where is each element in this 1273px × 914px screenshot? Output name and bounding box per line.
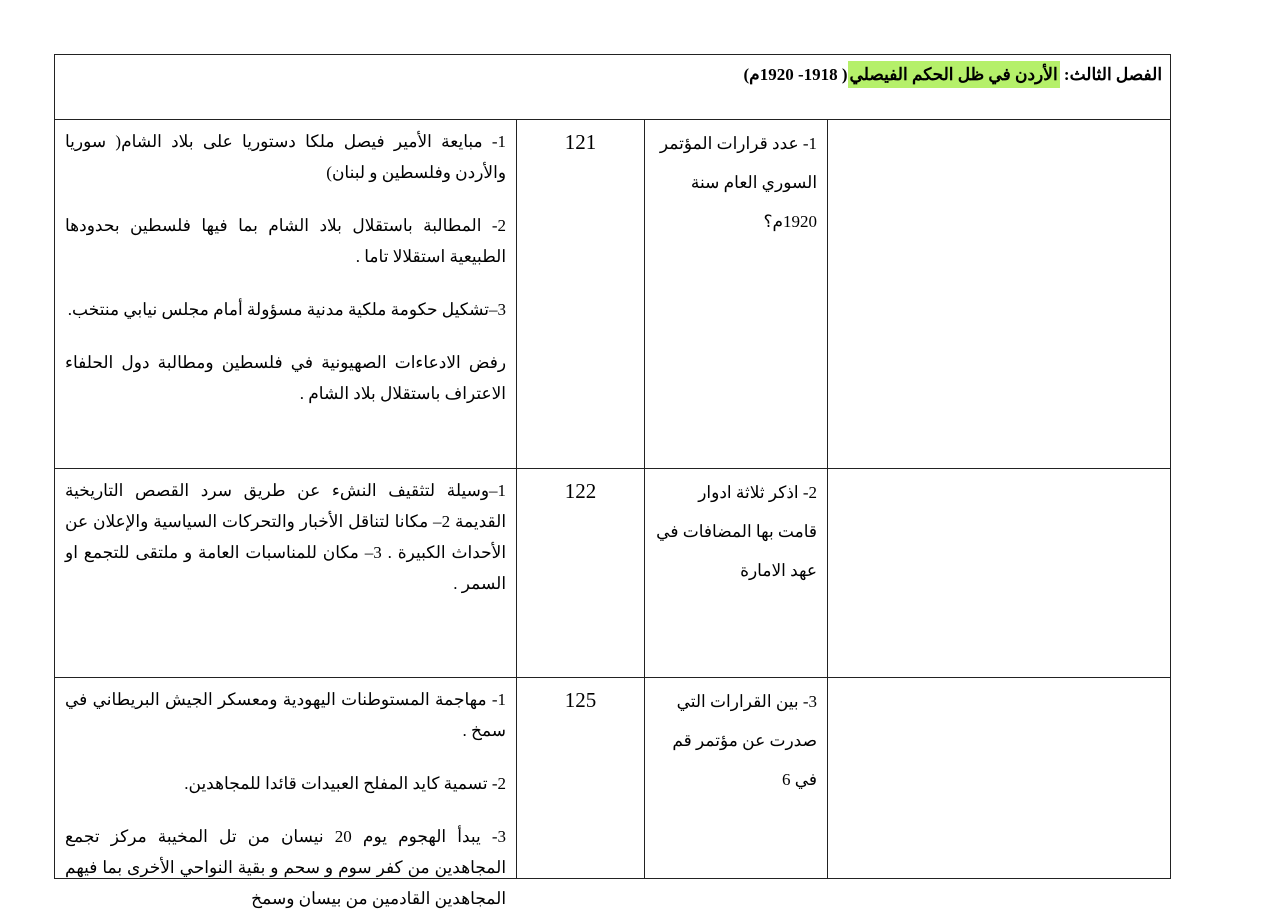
answer-cell [55,469,517,678]
answer-item: 2- المطالبة باستقلال بلاد الشام بما فيها فلسطين بحدودها الطبيعية استقلالا تاما . [65,216,507,266]
empty-cell [828,469,1171,678]
page-number: 121 [517,120,645,469]
answer-item: 3- يبدأ الهجوم يوم 20 نيسان من تل المخيبة مركز تجمع المجاهدين من كفر سوم و سحم و بقية النواحي الأخرى بما فيهم المجاهدين القادمين من بيسان وسمخ [65,827,507,908]
table-row [55,678,1171,879]
page-number: 122 [517,469,645,678]
chapter-prefix: الفصل الثالث: [1059,65,1163,84]
chapter-years: ( 1918- 1920م) [743,65,848,84]
answer-item: 1- مبايعة الأمير فيصل ملكا دستوريا على بلاد الشام( سوريا والأردن وفلسطين و لبنان) [65,132,507,182]
answer-cell [55,120,517,469]
answer-item: 1–وسيلة لتثقيف النشء عن طريق سرد القصص التاريخية القديمة 2– مكانا لتناقل الأخبار والتحركات السياسية والإعلان عن الأحداث الكبيرة . 3– مكان للمناسبات العامة و ملتقى للتجمع او السمر . [65,481,507,593]
answer-item: رفض الادعاءات الصهيونية في فلسطين ومطالبة دول الحلفاء الاعتراف باستقلال بلاد الشام . [65,353,507,403]
chapter-title [55,55,1171,120]
table-row [55,469,1171,678]
table-row [55,120,1171,469]
question-cell: 1- عدد قرارات المؤتمر السوري العام سنة 1920م؟ [645,120,828,469]
answer-item: 2- تسمية كايد المفلح العبيدات قائدا للمجاهدين. [184,774,507,793]
answer-item: 3–تشكيل حكومة ملكية مدنية مسؤولة أمام مجلس نيابي منتخب. [67,300,507,319]
chapter-highlight: الأردن في ظل الحكم الفيصلي [848,61,1060,88]
question-cell: 3- بين القرارات التي صدرت عن مؤتمر قم في 6 [645,678,828,879]
empty-cell [828,120,1171,469]
answer-cell [55,678,517,908]
chapter-title-row [55,55,1171,120]
question-cell: 2- اذكر ثلاثة ادوار قامت بها المضافات في عهد الامارة [645,469,828,678]
page-number: 125 [517,678,645,879]
answer-item: 1- مهاجمة المستوطنات اليهودية ومعسكر الجيش البريطاني في سمخ . [65,690,507,740]
empty-cell [828,678,1171,879]
lesson-table [54,54,1171,908]
